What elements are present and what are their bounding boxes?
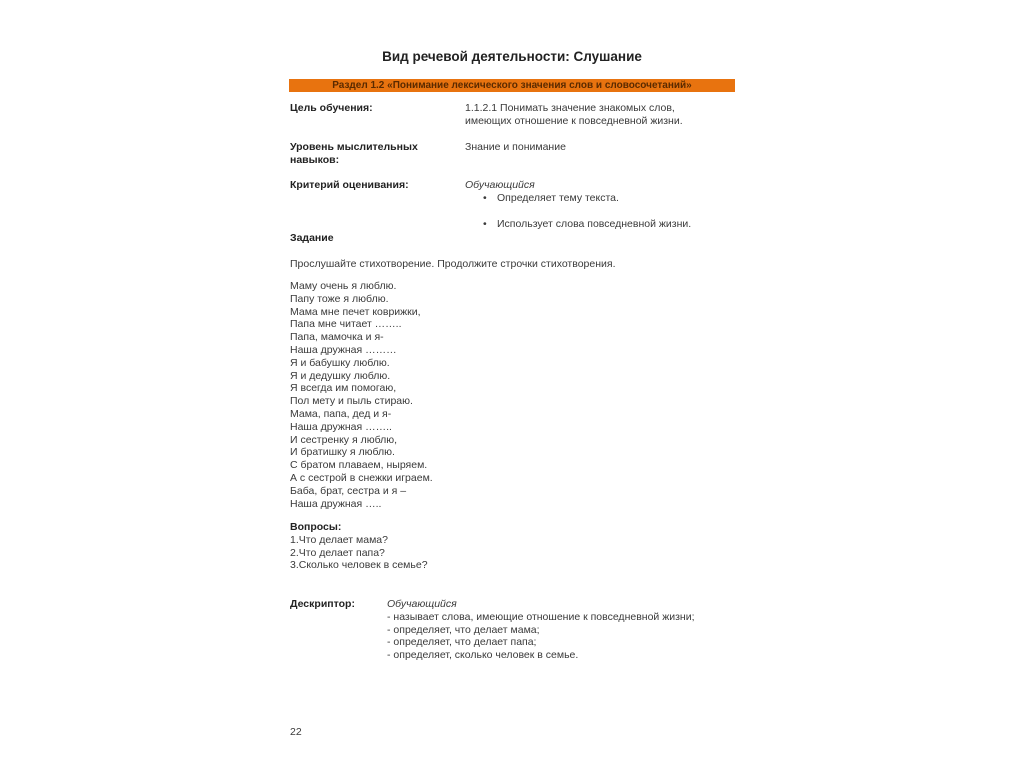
task-instruction: Прослушайте стихотворение. Продолжите строчки стихотворения. <box>290 258 616 270</box>
poem-line: Наша дружная ….. <box>290 497 382 510</box>
poem-line: Я и бабушку люблю. <box>290 356 390 369</box>
section-banner: Раздел 1.2 «Понимание лексического значения слов и словосочетаний» <box>289 79 735 92</box>
question-item: 3.Сколько человек в семье? <box>290 559 428 572</box>
poem-line: Баба, брат, сестра и я – <box>290 484 407 497</box>
criteria-bullet: • Определяет тему текста. <box>497 192 1024 205</box>
poem-line: Папа мне читает …….. <box>290 318 402 331</box>
descriptor-item: - определяет, что делает папа; <box>387 636 537 649</box>
descriptor-subject: Обучающийся <box>387 598 457 610</box>
poem-line: И сестренку я люблю, <box>290 433 398 446</box>
questions-heading: Вопросы: <box>290 521 342 533</box>
poem-line: Маму очень я люблю. <box>290 280 397 292</box>
poem <box>290 280 433 510</box>
poem-line: Наша дружная …….. <box>290 420 392 433</box>
poem-line: Мама мне печет коврижки, <box>290 305 421 318</box>
goal-line-1: 1.1.2.1 Понимать значение знакомых слов, <box>465 102 675 114</box>
poem-line: Я и дедушку люблю. <box>290 369 391 382</box>
criteria-label: Критерий оценивания: <box>290 179 409 191</box>
poem-line: Папа, мамочка и я- <box>290 331 384 344</box>
poem-line: Я всегда им помогаю, <box>290 382 397 395</box>
goal-line-2: имеющих отношение к повседневной жизни. <box>465 115 683 127</box>
question-item: 2.Что делает папа? <box>290 546 385 559</box>
skills-label-2: навыков: <box>290 154 340 166</box>
goal-label: Цель обучения: <box>290 102 373 114</box>
descriptor-item: - называет слова, имеющие отношение к повседневной жизни; <box>387 610 695 623</box>
poem-line: Пол мету и пыль стираю. <box>290 395 413 408</box>
descriptor-item: - определяет, что делает мама; <box>387 623 540 636</box>
poem-line: Мама, папа, дед и я- <box>290 407 392 420</box>
questions <box>290 521 428 572</box>
descriptor-list <box>387 598 694 662</box>
descriptor-item: - определяет, сколько человек в семье. <box>387 649 579 662</box>
poem-line: А с сестрой в снежки играем. <box>290 471 433 484</box>
skills-value: Знание и понимание <box>465 141 566 153</box>
poem-line: И братишку я люблю. <box>290 446 395 459</box>
page-title: Вид речевой деятельности: Слушание <box>382 49 642 64</box>
task-heading: Задание <box>290 232 334 244</box>
skills-label-1: Уровень мыслительных <box>290 141 418 153</box>
criteria-subject: Обучающийся <box>465 179 535 191</box>
criteria-bullet: • Использует слова повседневной жизни. <box>497 218 1024 231</box>
page-number: 22 <box>290 726 302 738</box>
descriptor-label: Дескриптор: <box>290 598 355 610</box>
poem-line: Наша дружная ……… <box>290 343 397 356</box>
question-item: 1.Что делает мама? <box>290 533 388 546</box>
poem-line: С братом плаваем, ныряем. <box>290 459 428 472</box>
poem-line: Папу тоже я люблю. <box>290 292 389 305</box>
